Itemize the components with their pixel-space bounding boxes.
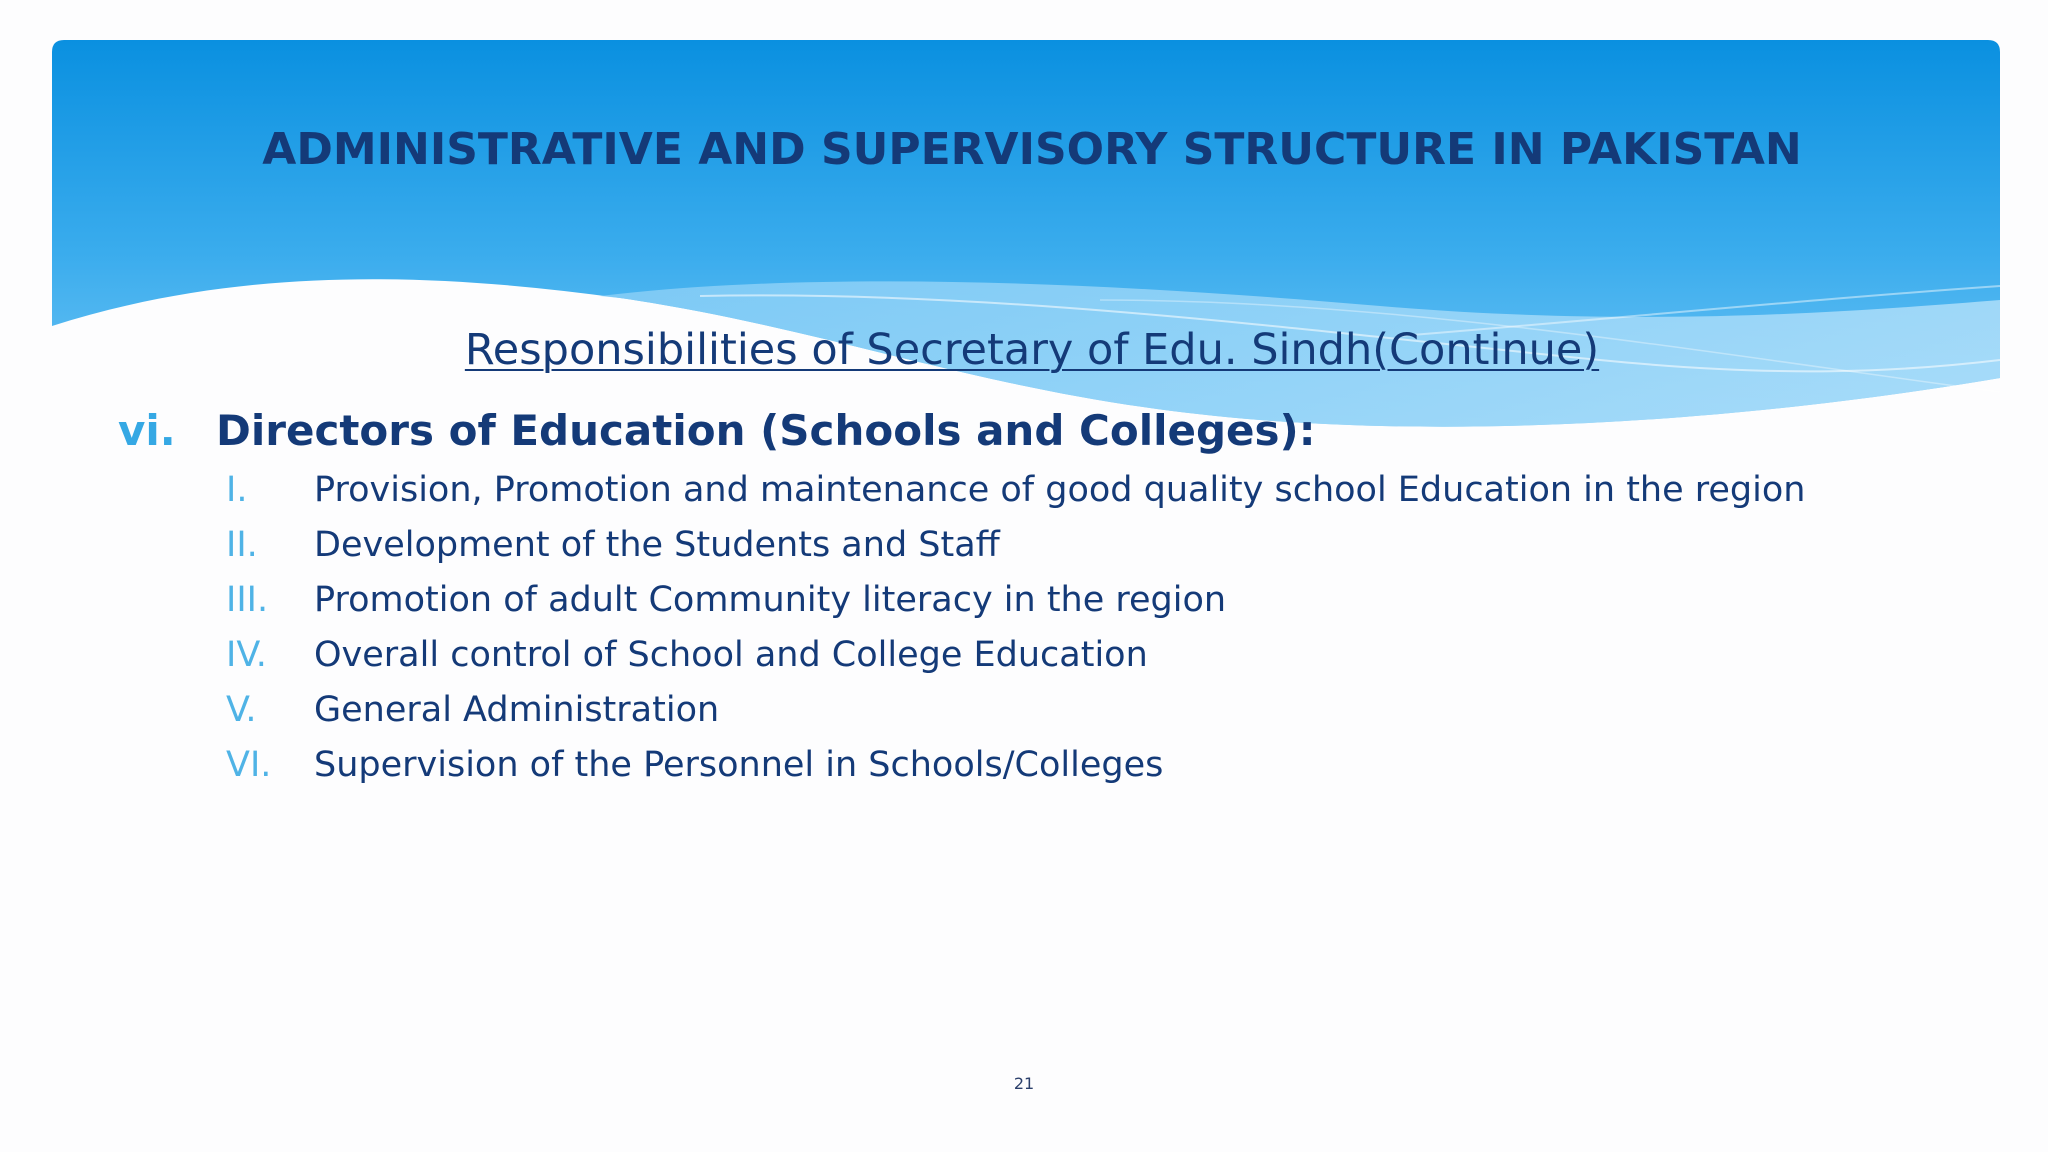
slide-subtitle: Responsibilities of Secretary of Edu. Sindh(Continue) — [464, 325, 1600, 375]
list-item-number: IV. — [226, 635, 267, 675]
list-item-number: III. — [226, 580, 269, 620]
list-item-number: I. — [226, 470, 248, 510]
list-item-text: Promotion of adult Community literacy in the region — [314, 580, 1227, 620]
list-item-text: Development of the Students and Staff — [314, 525, 1000, 565]
list-item-text: Provision, Promotion and maintenance of good quality school Education in the region — [314, 470, 1806, 510]
section-heading: Directors of Education (Schools and Colleges): — [216, 406, 1316, 455]
slide-title: ADMINISTRATIVE AND SUPERVISORY STRUCTURE IN PAKISTAN — [262, 124, 1802, 175]
list-item-text: Supervision of the Personnel in Schools/Colleges — [314, 745, 1164, 785]
list-item-number: II. — [226, 525, 258, 565]
page-number: 21 — [1013, 1074, 1035, 1093]
list-item-text: General Administration — [314, 690, 720, 730]
list-item-number: VI. — [226, 745, 272, 785]
list-item-number: V. — [226, 690, 257, 730]
section-marker: vi. — [118, 406, 176, 455]
list-item-text: Overall control of School and College Education — [314, 635, 1148, 675]
